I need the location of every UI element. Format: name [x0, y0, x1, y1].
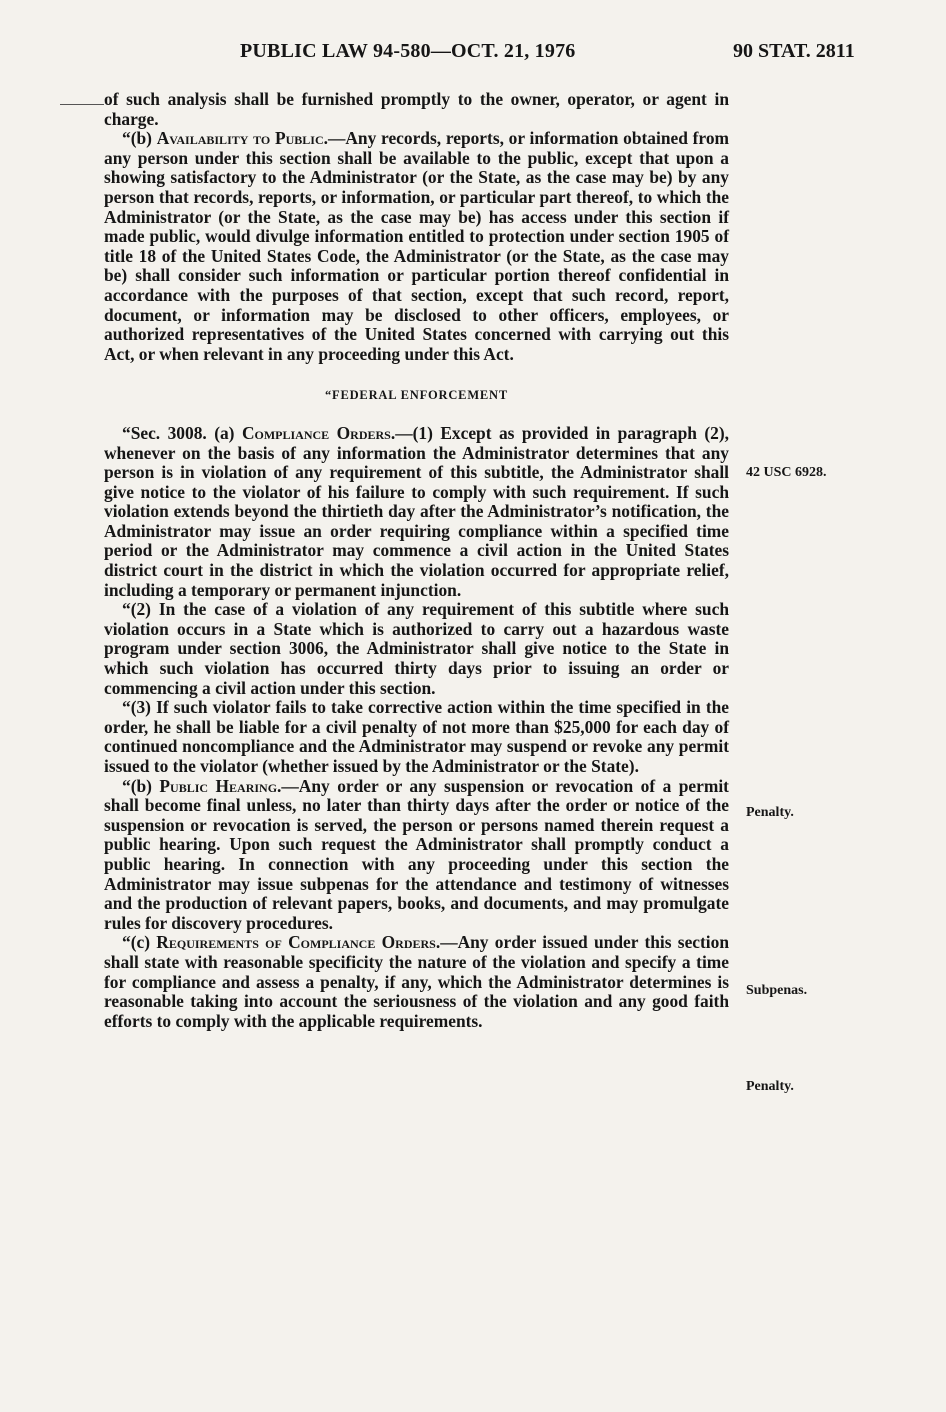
running-header-title: PUBLIC LAW 94-580—OCT. 21, 1976	[240, 40, 576, 62]
paragraph-a2: “(2) In the case of a violation of any requirement of this subtitle where such violation occurs in a State which is authorized to carry out a hazardous waste program under section 3006, the Administrator shall give notice to the State in which such violation has occurred thirty days prior to issuing an order or commencing a civil action under this section.	[104, 599, 729, 698]
section-heading-federal-enforcement: “FEDERAL ENFORCEMENT	[324, 388, 509, 403]
paragraph-intro: of such analysis shall be furnished promptly to the owner, operator, or agent in charge.	[104, 89, 729, 129]
body-text-column	[104, 90, 729, 1031]
subsection-text: —Any records, reports, or information obtained from any person under this section shall be available to the public, except that upon a showing satisfactory to the Administrator (or the State, as the case may be) by any person that records, reports, or information, or particular part thereof, to which the Administrator (or the State, as the case may be) has access under this section if made public, would divulge information entitled to protection under section 1905 of title 18 of the United States Code, the Administrator (or the State, as the case may be) shall consider such information or particular portion thereof confidential in accordance with the purposes of that section, except that such record, report, document, or information may be disclosed to other officers, employees, or authorized representatives of the United States concerned with carrying out this Act, or when relevant in any proceeding under this Act.	[104, 128, 729, 364]
paragraph-public-hearing	[104, 777, 729, 934]
subsection-heading: Availability to Public.	[156, 128, 328, 149]
subsection-heading: Requirements of Compliance Orders.	[156, 932, 441, 953]
paragraph-availability-to-public	[104, 129, 729, 364]
running-header-stat: 90 STAT. 2811	[733, 40, 855, 62]
subsection-label: “(b)	[122, 775, 152, 796]
section-subheading: Compliance Orders.	[241, 422, 396, 443]
paragraph-a3: “(3) If such violator fails to take corrective action within the time specified in the order, he shall be liable for a civil penalty of not more than $25,000 for each day of continued noncompliance and the Administrator may suspend or revoke any permit issued to the violator (whether issued by the Administrator or the State).	[104, 697, 729, 776]
subsection-heading: Public Hearing.	[159, 775, 282, 796]
subsection-text: —Any order issued under this section shall state with reasonable specificity the nature of the violation and specify a time for compliance and assess a penalty, if any, which the Administrator determines is reasonable taking into account the seriousness of the violation and any good faith efforts to comply with the applicable requirements.	[104, 932, 729, 1031]
subsection-text: —Any order or any suspension or revocation of a permit shall become final unless, no later than thirty days after the order or notice of the suspension or revocation is served, the person or persons named therein request a public hearing. Upon such request the Administrator shall promptly conduct a public hearing. In connection with any proceeding under this section the Administrator may issue subpenas for the attendance and testimony of witnesses and the production of relevant papers, books, and documents, and may promulgate rules for discovery procedures.	[104, 775, 729, 933]
margin-note-penalty: Penalty.	[746, 805, 794, 820]
margin-note-usc: 42 USC 6928.	[746, 465, 827, 480]
margin-note-subpenas: Subpenas.	[746, 983, 808, 998]
section-label: “Sec. 3008. (a)	[122, 422, 235, 443]
margin-note-penalty-2: Penalty.	[746, 1079, 794, 1094]
subsection-label: “(b)	[122, 128, 152, 149]
subsection-label: “(c)	[122, 932, 150, 953]
paragraph-compliance-orders	[104, 424, 729, 600]
paragraph-requirements-compliance-orders	[104, 933, 729, 1031]
section-text: —(1) Except as provided in paragraph (2), whenever on the basis of any information the Administrator determines that any person is in violation of any requirement of this subtitle, the Administrator shall give notice to the violator of his failure to comply with such requirement. If such violation extends beyond the thirtieth day after the Administrator’s notification, the Administrator may issue an order requiring compliance within a specified time period or the Administrator may commence a civil action in the United States district court in the district in which the violation occurred for appropriate relief, including a temporary or permanent injunction.	[104, 422, 729, 600]
continuation-rule	[60, 104, 104, 105]
